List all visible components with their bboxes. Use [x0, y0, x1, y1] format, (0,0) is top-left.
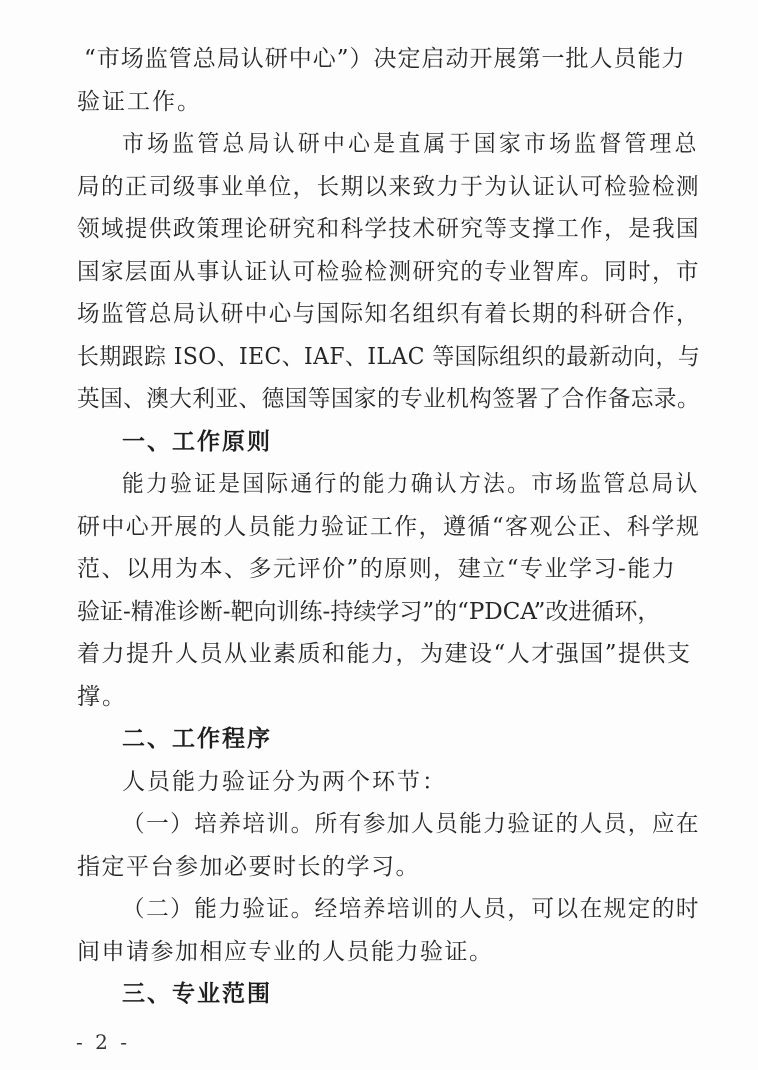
text-line: 能力验证是国际通行的能力确认方法。市场监管总局认	[122, 471, 700, 497]
text-line: 国家层面从事认证认可检验检测研究的专业智库。同时，市	[77, 258, 700, 285]
section-heading: 二、工作程序	[122, 726, 272, 752]
text-line: 长期跟踪 ISO、IEC、IAF、ILAC 等国际组织的最新动向，与	[77, 343, 701, 370]
text-line: 研中心开展的人员能力验证工作，遵循“客观公正、科学规	[77, 513, 701, 540]
text-line: 撑。	[77, 683, 127, 710]
section-heading: 三、专业范围	[122, 981, 272, 1007]
section-heading: 一、工作原则	[122, 428, 272, 455]
text-line: 人员能力验证分为两个环节：	[122, 768, 447, 795]
text-line: 验证工作。	[77, 88, 202, 115]
text-line: 英国、澳大利亚、德国等国家的专业机构签署了合作备忘录。	[77, 386, 701, 412]
text-line: 范、以用为本、多元评价”的原则，建立“专业学习-能力	[77, 556, 677, 582]
text-line: 场监管总局认研中心与国际知名组织有着长期的科研合作，	[77, 301, 700, 327]
text-line: 着力提升人员从业素质和能力，为建设“人才强国”提供支	[77, 641, 692, 667]
text-line: 指定平台参加必要时长的学习。	[77, 853, 420, 880]
text-line: （一）培养培训。所有参加人员能力验证的人员，应在	[122, 811, 701, 837]
text-line: “市场监管总局认研中心”）决定启动开展第一批人员能力	[84, 46, 686, 72]
text-line: 局的正司级事业单位，长期以来致力于为认证认可检验检测	[77, 173, 700, 200]
page-number: - 2 -	[76, 1029, 130, 1054]
text-line: 领域提供政策理论研究和科学技术研究等支撑工作，是我国	[77, 216, 700, 242]
text-line: 间申请参加相应专业的人员能力验证。	[77, 938, 494, 965]
text-line: 验证-精准诊断-靶向训练-持续学习”的“PDCA”改进循环，	[77, 598, 661, 625]
text-line: 市场监管总局认研中心是直属于国家市场监督管理总	[122, 131, 700, 157]
text-line: （二）能力验证。经培养培训的人员，可以在规定的时	[122, 896, 701, 922]
